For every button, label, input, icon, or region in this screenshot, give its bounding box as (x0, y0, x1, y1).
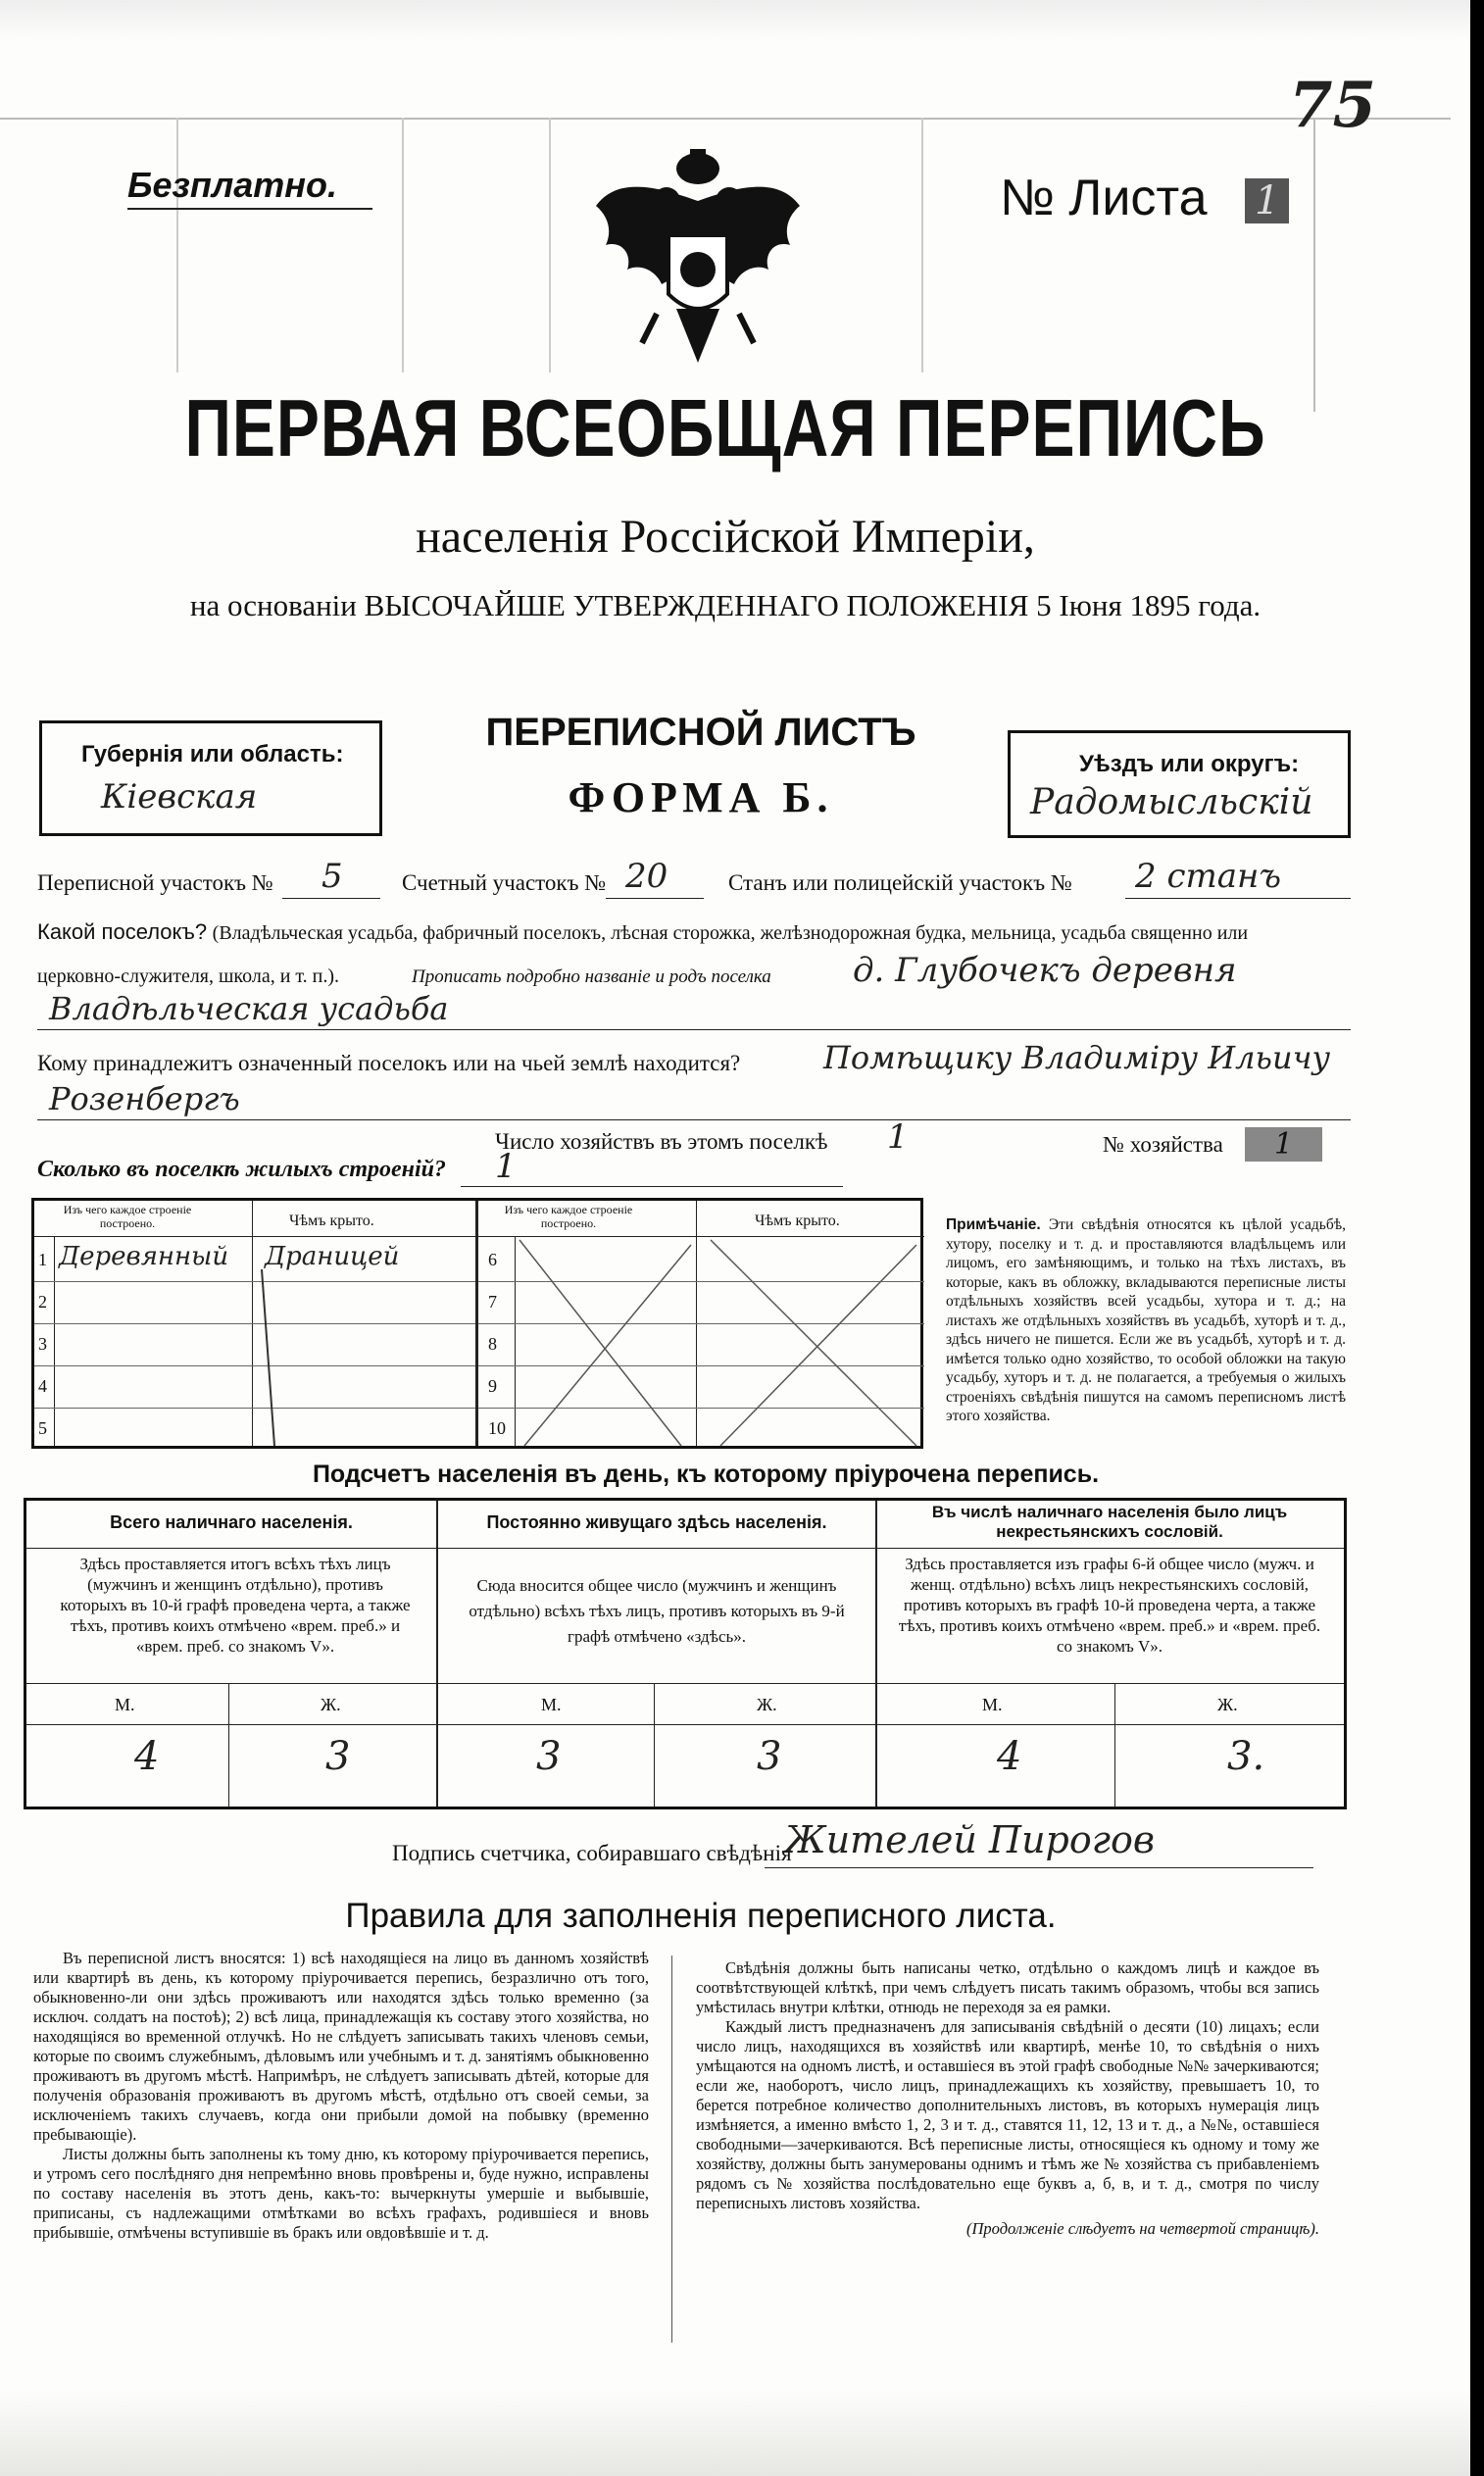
settlement-question-label: Какой поселокъ? (37, 919, 208, 944)
buildings-col-roof-header: Чѣмъ крыто. (289, 1213, 374, 1229)
bottom-edge (0, 2392, 1470, 2476)
main-title: ПЕРВАЯ ВСЕОБЩАЯ ПЕРЕПИСЬ (184, 381, 1266, 473)
count-total-women[interactable]: 3 (325, 1734, 351, 1779)
district-box (1008, 730, 1351, 838)
rules-right-paragraph-2: Каждый листъ предназначенъ для записыванія свѣдѣній о десяти (10) лицахъ; если число лицъ, находящихся въ хозяйствѣ или квартирѣ, менѣе 10, то свѣдѣнія о нихъ умѣщаются на одномъ листѣ, и оставшіеся въ этой графѣ свободные №№ зачеркиваются; если же, наоборотъ, число лицъ, принадлежащихъ къ хозяйству, превышаетъ 10, то берется потребное количество дополнительныхъ листовъ, въ которыхъ нумерація лицъ измѣняется, а именно вмѣсто 1, 2, 3 и т. д., ставятся 11, 12, 13 и т. д., а №№, оставшіеся свободными—зачеркиваются. Всѣ переписные листы, относящіеся къ одному и тому же хозяйству, должны быть занумерованы однимъ и тѣмъ же № хозяйства съ прибавленіемъ рядомъ съ № хозяйства послѣдовательно еще буквъ а, б, в, и т. д., смотря по числу переписныхъ листовъ хозяйства. (696, 2017, 1319, 2212)
settlement-value-1[interactable]: д. Глубочекъ деревня (853, 951, 1237, 990)
free-label: Безплатно. (127, 165, 338, 205)
buildings-col-material-header-2: Изъ чего каждое строеніе построено. (504, 1203, 633, 1230)
settlement-hint-2: церковно-служителя, школа, и т. п.). (37, 966, 339, 987)
count-col1-text: Здѣсь проставляется итогъ всѣхъ тѣхъ лицъ (мужчинъ и женщинъ отдѣльно), противъ которыхъ въ 10-й графѣ проведена черта, а также тѣхъ, противъ коихъ отмѣчено «врем. преб.» и «врем. преб. со знакомъ V». (60, 1555, 411, 1656)
building-row-number: 10 (488, 1418, 506, 1438)
building-row-number: 2 (38, 1292, 47, 1312)
rules-left-paragraph-1: Въ переписной листъ вносятся: 1) всѣ находящіеся на лицо въ данномъ хозяйствѣ или квартирѣ въ день, къ которому пріурочивается перепись, безразлично отъ того, обыкновенно-ли они здѣсь проживаютъ или находятся здѣсь только временно (за исключ. солдатъ на постоѣ); 2) всѣ лица, принадлежащія къ составу этого хозяйства, но находящіяся во временной отлучкѣ. Но не слѣдуетъ записывать такихъ членовъ семьи, которые по своимъ служебнымъ, дѣловымъ или учебнымъ и т. д. занятіямъ обыкновенно проживаютъ въ другомъ мѣстѣ. Напримѣръ, не слѣдуетъ записывать дѣтей, которые для полученія образованія проживаютъ въ другомъ мѣстѣ, отдѣльно отъ своей семьи, за исключеніемъ такихъ случаевъ, когда они прибыли домой на побывку (временно пребывающіе). (33, 1949, 649, 2144)
count-f-3: Ж. (1217, 1695, 1238, 1714)
owner-value-2[interactable]: Розенбергъ (49, 1080, 240, 1117)
building-material[interactable]: Деревянный (59, 1242, 229, 1271)
top-edge (0, 0, 1470, 39)
buildings-label: Сколько въ поселкѣ жилыхъ строеній? (37, 1157, 446, 1182)
province-label: Губернія или область: (81, 741, 344, 768)
count-f-2: Ж. (757, 1695, 777, 1714)
province-box (39, 720, 382, 836)
count-nonpeasant-women[interactable]: 3. (1227, 1734, 1265, 1779)
building-row-number: 3 (38, 1334, 47, 1354)
strike-through-lines (34, 1201, 926, 1452)
household-number-value[interactable]: 1 (1245, 1127, 1322, 1162)
rules-left-column (33, 1949, 649, 2243)
signature-label: Подпись счетчика, собиравшаго свѣдѣнія (392, 1841, 792, 1865)
sheet-number-value: 1 (1245, 178, 1289, 223)
count-area-value[interactable]: 20 (625, 857, 668, 896)
count-area-label: Счетный участокъ № (402, 870, 607, 895)
stan-value[interactable]: 2 станъ (1135, 857, 1282, 896)
buildings-note (946, 1215, 1346, 1426)
owner-value-1[interactable]: Помѣщику Владиміру Ильичу (823, 1039, 1331, 1076)
count-heading: Подсчетъ населенія въ день, къ которому пріурочена перепись. (312, 1461, 1100, 1488)
sheet-number-label: № Листа (1000, 170, 1208, 226)
count-col3-title: Въ числѣ наличнаго населенія было лицъ некрестьянскихъ сословій. (931, 1503, 1288, 1541)
count-resident-women[interactable]: 3 (757, 1734, 782, 1779)
rules-right-column (696, 1958, 1319, 2239)
building-row-number: 7 (488, 1292, 497, 1312)
count-m-2: М. (541, 1695, 562, 1714)
signature-value[interactable]: Жителей Пирогов (784, 1818, 1155, 1861)
count-col2-text: Сюда вносится общее число (мужчинъ и женщинъ отдѣльно) всѣхъ тѣхъ лицъ, противъ которыхъ въ 9-й графѣ отмѣчено «здѣсь». (469, 1576, 845, 1646)
count-total-men[interactable]: 4 (134, 1734, 160, 1779)
census-area-label: Переписной участокъ № (37, 870, 273, 895)
households-value[interactable]: 1 (887, 1117, 909, 1157)
households-label: Число хозяйствъ въ этомъ поселкѣ (495, 1129, 828, 1154)
form-title: ФОРМА Б. (568, 773, 834, 821)
coat-of-arms-emblem (588, 147, 809, 377)
note-title: Примѣчаніе. (946, 1216, 1041, 1233)
rules-heading: Правила для заполненія переписного листа. (345, 1897, 1057, 1935)
count-nonpeasant-men[interactable]: 4 (997, 1734, 1022, 1779)
owner-label: Кому принадлежитъ означенный поселокъ или на чьей землѣ находится? (37, 1051, 741, 1075)
building-row-number: 5 (38, 1418, 47, 1438)
census-area-row (37, 857, 1351, 902)
district-value[interactable]: Радомысльскій (1030, 782, 1313, 822)
district-label: Уѣздъ или округъ: (1079, 751, 1300, 777)
rules-right-paragraph-1: Свѣдѣнія должны быть написаны четко, отдѣльно о каждомъ лицѣ и каждое въ соотвѣтствующей клѣткѣ, при чемъ слѣдуетъ писать такимъ образомъ, чтобы вся запись умѣстилась внутри клѣтки, отнюдь не переходя за ея рамки. (696, 1958, 1319, 2016)
subtitle: населенія Россійской Имперіи, (416, 511, 1035, 563)
settlement-question (37, 919, 1351, 945)
buildings-col-material-header: Изъ чего каждое строеніе построено. (63, 1203, 192, 1230)
count-m-1: М. (115, 1695, 135, 1714)
rules-continued: (Продолженіе слѣдуетъ на четвертой страницѣ). (966, 2219, 1319, 2238)
rules-left-paragraph-2: Листы должны быть заполнены къ тому дню, къ которому пріурочивается перепись, и утромъ сего послѣдняго дня непремѣнно вновь провѣрены и, буде нужно, исправлены по составу населенія въ этотъ день, какъ-то: вычеркнуты умершіе и выбывшіе, приписаны, съ надлежащими отмѣтками во всѣхъ графахъ, родившіеся и вновь прибывшіе, отмѣчены вступившіе въ бракъ или овдовѣвшіе и т. д. (33, 2145, 649, 2242)
count-f-1: Ж. (321, 1695, 341, 1714)
sheet-title: ПЕРЕПИСНОЙ ЛИСТЪ (485, 711, 916, 754)
settlement-value-2[interactable]: Владѣльческая усадьба (49, 990, 449, 1027)
count-resident-men[interactable]: 3 (536, 1734, 562, 1779)
buildings-value[interactable]: 1 (495, 1147, 517, 1186)
settlement-hint: (Владѣльческая усадьба, фабричный поселокъ, лѣсная сторожка, желѣзнодорожная будка, мельница, усадьба священно или (212, 922, 1249, 944)
count-col3-text: Здѣсь проставляется изъ графы 6-й общее число (мужч. и женщ. отдѣльно) всѣхъ лицъ некрестьянскихъ сословій, противъ которыхъ въ графѣ 10-й проведена черта, а также тѣхъ, противъ коихъ отмѣчено «врем. преб.» и «врем. преб. со знакомъ V». (898, 1555, 1321, 1656)
note-text: Эти свѣдѣнія относятся къ цѣлой усадьбѣ, хутору, поселку и т. д. и проставляются владѣльцемъ или лицомъ, его замѣняющимъ, и только на тѣхъ листахъ, въ которые, какъ въ обложку, вкладываются переписные листы отдѣльныхъ хозяйствъ всей усадьбы, хутора и т. д.; на листахъ же отдѣльныхъ хозяйствъ въ усадьбѣ, хуторѣ и т. д., здѣсь ничего не пишется. Если же въ усадьбѣ, хуторѣ и т. д. имѣется только одно хозяйство, то особой обложки на такую усадьбу, хуторъ и т. д. не полагается, а требуемыя о жилыхъ строеніяхъ свѣдѣнія пишутся на самомъ переписномъ листѣ этого хозяйства. (946, 1216, 1347, 1424)
census-area-value[interactable]: 5 (322, 857, 343, 896)
count-col2-title: Постоянно живущаго здѣсь населенія. (486, 1512, 827, 1532)
building-row-number: 8 (488, 1334, 497, 1354)
building-row-number: 6 (488, 1250, 497, 1269)
page-number: 75 (1289, 69, 1377, 142)
building-row-number: 4 (38, 1376, 47, 1396)
settlement-instruction: Прописать подробно названіе и родъ поселка (412, 966, 771, 987)
household-number-label: № хозяйства (1103, 1132, 1223, 1157)
building-row-number: 1 (38, 1250, 47, 1269)
stan-label: Станъ или полицейскій участокъ № (728, 870, 1072, 895)
free-underline (127, 208, 372, 210)
count-m-3: М. (982, 1695, 1003, 1714)
buildings-table (31, 1198, 923, 1449)
province-value[interactable]: Кіевская (101, 777, 258, 817)
building-row-number: 9 (488, 1376, 497, 1396)
population-count-table (24, 1498, 1347, 1809)
count-col1-title: Всего наличнаго населенія. (110, 1512, 353, 1532)
buildings-col-roof-header-2: Чѣмъ крыто. (755, 1213, 840, 1229)
building-roof[interactable]: Драницей (265, 1242, 400, 1271)
basis-line: на основаніи ВЫСОЧАЙШЕ УТВЕРЖДЕННАГО ПОЛОЖЕНІЯ 5 Іюня 1895 года. (189, 588, 1261, 622)
